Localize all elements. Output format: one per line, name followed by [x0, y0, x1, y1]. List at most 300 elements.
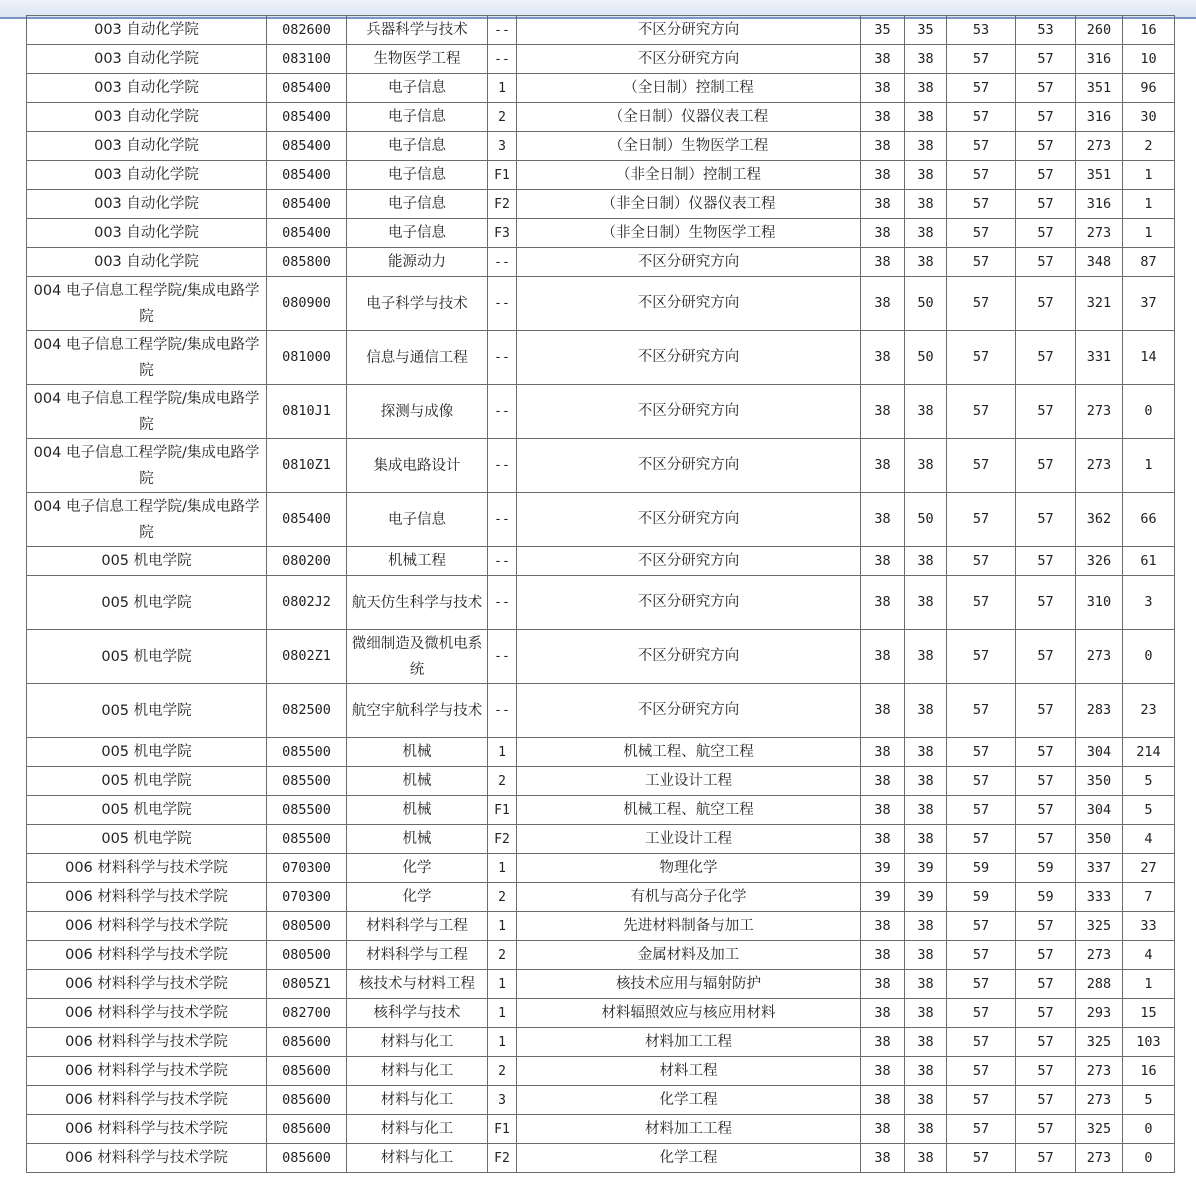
score-subject1-cell: 57	[947, 103, 1016, 132]
major-name-cell: 机械	[347, 738, 488, 767]
score-politics-cell: 38	[861, 385, 905, 439]
admit-count-cell: 33	[1123, 912, 1175, 941]
direction-name-cell: 不区分研究方向	[517, 493, 861, 547]
direction-name-cell: 材料加工工程	[517, 1115, 861, 1144]
score-language-cell: 38	[905, 630, 947, 684]
score-subject2-cell: 57	[1016, 970, 1076, 999]
major-code-cell: 083100	[267, 45, 347, 74]
score-subject2-cell: 57	[1016, 161, 1076, 190]
direction-code-cell: --	[488, 630, 517, 684]
score-subject1-cell: 57	[947, 132, 1016, 161]
school-cell: 005 机电学院	[27, 684, 267, 738]
score-language-cell: 38	[905, 74, 947, 103]
score-language-cell: 38	[905, 45, 947, 74]
score-politics-cell: 38	[861, 493, 905, 547]
score-language-cell: 38	[905, 576, 947, 630]
direction-name-cell: 不区分研究方向	[517, 331, 861, 385]
score-subject2-cell: 57	[1016, 1028, 1076, 1057]
table-row	[27, 854, 1175, 883]
major-name-cell: 电子信息	[347, 103, 488, 132]
major-name-cell: 集成电路设计	[347, 439, 488, 493]
admit-count-cell: 4	[1123, 825, 1175, 854]
major-name-cell: 电子科学与技术	[347, 277, 488, 331]
school-cell: 006 材料科学与技术学院	[27, 854, 267, 883]
direction-name-cell: （全日制）生物医学工程	[517, 132, 861, 161]
major-code-cell: 085600	[267, 1144, 347, 1173]
table-row	[27, 1144, 1175, 1173]
score-language-cell: 50	[905, 331, 947, 385]
table-row	[27, 132, 1175, 161]
score-language-cell: 38	[905, 825, 947, 854]
table-row	[27, 767, 1175, 796]
school-cell: 003 自动化学院	[27, 161, 267, 190]
direction-name-cell: （全日制）仪器仪表工程	[517, 103, 861, 132]
major-name-cell: 航空宇航科学与技术	[347, 684, 488, 738]
major-code-cell: 085600	[267, 1115, 347, 1144]
direction-code-cell: --	[488, 684, 517, 738]
score-subject2-cell: 57	[1016, 547, 1076, 576]
direction-code-cell: 1	[488, 999, 517, 1028]
score-politics-cell: 38	[861, 190, 905, 219]
major-name-cell: 核科学与技术	[347, 999, 488, 1028]
score-politics-cell: 38	[861, 439, 905, 493]
score-subject1-cell: 57	[947, 385, 1016, 439]
direction-name-cell: 先进材料制备与加工	[517, 912, 861, 941]
direction-code-cell: 3	[488, 1086, 517, 1115]
admit-count-cell: 1	[1123, 970, 1175, 999]
school-cell: 003 自动化学院	[27, 16, 267, 45]
score-subject2-cell: 57	[1016, 74, 1076, 103]
school-cell: 003 自动化学院	[27, 74, 267, 103]
major-code-cell: 081000	[267, 331, 347, 385]
school-cell: 005 机电学院	[27, 738, 267, 767]
total-score-cell: 351	[1076, 161, 1123, 190]
score-language-cell: 38	[905, 912, 947, 941]
major-name-cell: 电子信息	[347, 74, 488, 103]
score-subject2-cell: 57	[1016, 767, 1076, 796]
direction-name-cell: 机械工程、航空工程	[517, 796, 861, 825]
school-cell: 004 电子信息工程学院/集成电路学院	[27, 385, 267, 439]
major-name-cell: 电子信息	[347, 219, 488, 248]
school-cell: 005 机电学院	[27, 630, 267, 684]
table-row	[27, 16, 1175, 45]
admit-count-cell: 15	[1123, 999, 1175, 1028]
score-subject2-cell: 57	[1016, 1115, 1076, 1144]
score-politics-cell: 38	[861, 738, 905, 767]
score-politics-cell: 38	[861, 103, 905, 132]
major-name-cell: 能源动力	[347, 248, 488, 277]
score-subject2-cell: 57	[1016, 248, 1076, 277]
admit-count-cell: 5	[1123, 796, 1175, 825]
direction-name-cell: 材料加工工程	[517, 1028, 861, 1057]
school-cell: 004 电子信息工程学院/集成电路学院	[27, 331, 267, 385]
score-politics-cell: 38	[861, 45, 905, 74]
major-name-cell: 核技术与材料工程	[347, 970, 488, 999]
score-subject1-cell: 57	[947, 1115, 1016, 1144]
major-code-cell: 082500	[267, 684, 347, 738]
total-score-cell: 273	[1076, 439, 1123, 493]
score-language-cell: 38	[905, 547, 947, 576]
admit-count-cell: 10	[1123, 45, 1175, 74]
direction-name-cell: 工业设计工程	[517, 825, 861, 854]
table-row	[27, 999, 1175, 1028]
score-subject1-cell: 57	[947, 970, 1016, 999]
admit-count-cell: 37	[1123, 277, 1175, 331]
score-subject2-cell: 57	[1016, 277, 1076, 331]
school-cell: 004 电子信息工程学院/集成电路学院	[27, 439, 267, 493]
admit-count-cell: 23	[1123, 684, 1175, 738]
score-language-cell: 38	[905, 1057, 947, 1086]
score-subject1-cell: 57	[947, 493, 1016, 547]
direction-code-cell: --	[488, 547, 517, 576]
major-code-cell: 085500	[267, 825, 347, 854]
direction-name-cell: （非全日制）仪器仪表工程	[517, 190, 861, 219]
score-subject1-cell: 57	[947, 277, 1016, 331]
school-cell: 006 材料科学与技术学院	[27, 1115, 267, 1144]
score-subject2-cell: 57	[1016, 219, 1076, 248]
direction-code-cell: 2	[488, 103, 517, 132]
direction-name-cell: 不区分研究方向	[517, 385, 861, 439]
major-code-cell: 0802J2	[267, 576, 347, 630]
score-subject1-cell: 57	[947, 219, 1016, 248]
score-subject1-cell: 59	[947, 883, 1016, 912]
major-name-cell: 微细制造及微机电系统	[347, 630, 488, 684]
school-cell: 003 自动化学院	[27, 103, 267, 132]
major-code-cell: 085600	[267, 1086, 347, 1115]
direction-code-cell: F1	[488, 1115, 517, 1144]
score-language-cell: 39	[905, 854, 947, 883]
table-row	[27, 912, 1175, 941]
major-name-cell: 材料与化工	[347, 1115, 488, 1144]
school-cell: 005 机电学院	[27, 767, 267, 796]
score-language-cell: 38	[905, 684, 947, 738]
score-subject2-cell: 57	[1016, 941, 1076, 970]
direction-code-cell: 1	[488, 738, 517, 767]
direction-code-cell: --	[488, 493, 517, 547]
admit-count-cell: 3	[1123, 576, 1175, 630]
score-language-cell: 39	[905, 883, 947, 912]
major-code-cell: 082700	[267, 999, 347, 1028]
direction-code-cell: 3	[488, 132, 517, 161]
school-cell: 005 机电学院	[27, 547, 267, 576]
direction-code-cell: F2	[488, 1144, 517, 1173]
major-code-cell: 085400	[267, 219, 347, 248]
direction-code-cell: F2	[488, 825, 517, 854]
table-row	[27, 738, 1175, 767]
direction-name-cell: 化学工程	[517, 1086, 861, 1115]
direction-name-cell: 材料工程	[517, 1057, 861, 1086]
table-row	[27, 248, 1175, 277]
direction-name-cell: 物理化学	[517, 854, 861, 883]
score-language-cell: 38	[905, 738, 947, 767]
school-cell: 005 机电学院	[27, 576, 267, 630]
table-row	[27, 1057, 1175, 1086]
direction-code-cell: 1	[488, 74, 517, 103]
score-politics-cell: 38	[861, 941, 905, 970]
direction-code-cell: --	[488, 248, 517, 277]
total-score-cell: 273	[1076, 132, 1123, 161]
direction-name-cell: 不区分研究方向	[517, 45, 861, 74]
admit-count-cell: 5	[1123, 1086, 1175, 1115]
major-name-cell: 信息与通信工程	[347, 331, 488, 385]
major-code-cell: 085500	[267, 767, 347, 796]
direction-code-cell: 1	[488, 854, 517, 883]
score-subject2-cell: 57	[1016, 1086, 1076, 1115]
major-code-cell: 080900	[267, 277, 347, 331]
total-score-cell: 325	[1076, 1028, 1123, 1057]
direction-code-cell: --	[488, 576, 517, 630]
score-subject1-cell: 57	[947, 547, 1016, 576]
total-score-cell: 304	[1076, 738, 1123, 767]
score-language-cell: 38	[905, 999, 947, 1028]
admit-count-cell: 1	[1123, 219, 1175, 248]
direction-name-cell: （非全日制）生物医学工程	[517, 219, 861, 248]
school-cell: 003 自动化学院	[27, 132, 267, 161]
table-row	[27, 190, 1175, 219]
major-code-cell: 085600	[267, 1057, 347, 1086]
table-row	[27, 684, 1175, 738]
score-language-cell: 38	[905, 439, 947, 493]
score-subject1-cell: 57	[947, 630, 1016, 684]
major-name-cell: 材料科学与工程	[347, 912, 488, 941]
score-subject1-cell: 57	[947, 439, 1016, 493]
score-subject2-cell: 57	[1016, 45, 1076, 74]
direction-code-cell: F2	[488, 190, 517, 219]
score-subject2-cell: 57	[1016, 439, 1076, 493]
total-score-cell: 304	[1076, 796, 1123, 825]
direction-name-cell: 核技术应用与辐射防护	[517, 970, 861, 999]
score-politics-cell: 38	[861, 576, 905, 630]
table-row	[27, 1028, 1175, 1057]
major-code-cell: 0810J1	[267, 385, 347, 439]
school-cell: 006 材料科学与技术学院	[27, 1057, 267, 1086]
score-subject1-cell: 57	[947, 74, 1016, 103]
table-row	[27, 103, 1175, 132]
score-subject1-cell: 57	[947, 161, 1016, 190]
score-language-cell: 38	[905, 161, 947, 190]
table-row	[27, 576, 1175, 630]
direction-name-cell: 金属材料及加工	[517, 941, 861, 970]
score-subject2-cell: 57	[1016, 796, 1076, 825]
direction-code-cell: --	[488, 439, 517, 493]
direction-name-cell: 有机与高分子化学	[517, 883, 861, 912]
total-score-cell: 273	[1076, 1144, 1123, 1173]
major-code-cell: 085400	[267, 103, 347, 132]
total-score-cell: 273	[1076, 219, 1123, 248]
table-row	[27, 219, 1175, 248]
score-subject2-cell: 57	[1016, 912, 1076, 941]
table-row	[27, 883, 1175, 912]
major-code-cell: 080500	[267, 941, 347, 970]
direction-code-cell: 1	[488, 912, 517, 941]
direction-code-cell: 1	[488, 1028, 517, 1057]
major-name-cell: 机械	[347, 767, 488, 796]
score-politics-cell: 38	[861, 970, 905, 999]
major-code-cell: 085400	[267, 161, 347, 190]
major-code-cell: 0810Z1	[267, 439, 347, 493]
total-score-cell: 348	[1076, 248, 1123, 277]
admit-count-cell: 7	[1123, 883, 1175, 912]
total-score-cell: 260	[1076, 16, 1123, 45]
score-politics-cell: 38	[861, 547, 905, 576]
major-name-cell: 化学	[347, 854, 488, 883]
total-score-cell: 326	[1076, 547, 1123, 576]
school-cell: 005 机电学院	[27, 825, 267, 854]
direction-name-cell: 化学工程	[517, 1144, 861, 1173]
admit-count-cell: 61	[1123, 547, 1175, 576]
direction-code-cell: 2	[488, 941, 517, 970]
score-subject2-cell: 57	[1016, 493, 1076, 547]
score-language-cell: 38	[905, 219, 947, 248]
major-code-cell: 085500	[267, 738, 347, 767]
major-name-cell: 电子信息	[347, 493, 488, 547]
major-name-cell: 电子信息	[347, 190, 488, 219]
admit-count-cell: 0	[1123, 1115, 1175, 1144]
score-politics-cell: 35	[861, 16, 905, 45]
total-score-cell: 350	[1076, 825, 1123, 854]
score-subject1-cell: 57	[947, 941, 1016, 970]
total-score-cell: 350	[1076, 767, 1123, 796]
admit-count-cell: 27	[1123, 854, 1175, 883]
score-politics-cell: 38	[861, 767, 905, 796]
score-subject1-cell: 57	[947, 796, 1016, 825]
major-name-cell: 航天仿生科学与技术	[347, 576, 488, 630]
school-cell: 003 自动化学院	[27, 45, 267, 74]
major-name-cell: 电子信息	[347, 161, 488, 190]
admit-count-cell: 30	[1123, 103, 1175, 132]
major-name-cell: 机械	[347, 825, 488, 854]
total-score-cell: 321	[1076, 277, 1123, 331]
admit-count-cell: 103	[1123, 1028, 1175, 1057]
table-row	[27, 439, 1175, 493]
score-subject2-cell: 57	[1016, 132, 1076, 161]
score-language-cell: 38	[905, 103, 947, 132]
direction-code-cell: 2	[488, 767, 517, 796]
table-row	[27, 1086, 1175, 1115]
score-subject1-cell: 57	[947, 1028, 1016, 1057]
score-politics-cell: 38	[861, 630, 905, 684]
table-row	[27, 796, 1175, 825]
total-score-cell: 288	[1076, 970, 1123, 999]
score-politics-cell: 38	[861, 796, 905, 825]
score-subject2-cell: 59	[1016, 854, 1076, 883]
admit-count-cell: 5	[1123, 767, 1175, 796]
direction-name-cell: 不区分研究方向	[517, 16, 861, 45]
direction-name-cell: 不区分研究方向	[517, 684, 861, 738]
table-row	[27, 74, 1175, 103]
score-language-cell: 38	[905, 767, 947, 796]
table-row	[27, 161, 1175, 190]
school-cell: 006 材料科学与技术学院	[27, 1028, 267, 1057]
direction-code-cell: 2	[488, 1057, 517, 1086]
score-subject1-cell: 57	[947, 1057, 1016, 1086]
score-language-cell: 38	[905, 1028, 947, 1057]
total-score-cell: 316	[1076, 190, 1123, 219]
score-subject1-cell: 57	[947, 1144, 1016, 1173]
direction-name-cell: 材料辐照效应与核应用材料	[517, 999, 861, 1028]
school-cell: 006 材料科学与技术学院	[27, 970, 267, 999]
score-subject1-cell: 57	[947, 684, 1016, 738]
total-score-cell: 273	[1076, 1057, 1123, 1086]
score-language-cell: 38	[905, 132, 947, 161]
school-cell: 005 机电学院	[27, 796, 267, 825]
direction-code-cell: F3	[488, 219, 517, 248]
table-row	[27, 331, 1175, 385]
score-language-cell: 38	[905, 1115, 947, 1144]
major-code-cell: 070300	[267, 883, 347, 912]
direction-name-cell: 机械工程、航空工程	[517, 738, 861, 767]
total-score-cell: 362	[1076, 493, 1123, 547]
total-score-cell: 283	[1076, 684, 1123, 738]
major-code-cell: 085400	[267, 74, 347, 103]
table-row	[27, 493, 1175, 547]
major-name-cell: 材料科学与工程	[347, 941, 488, 970]
score-subject2-cell: 57	[1016, 1057, 1076, 1086]
school-cell: 006 材料科学与技术学院	[27, 941, 267, 970]
score-subject2-cell: 57	[1016, 684, 1076, 738]
table-row	[27, 825, 1175, 854]
score-subject1-cell: 57	[947, 45, 1016, 74]
score-subject1-cell: 57	[947, 825, 1016, 854]
school-cell: 004 电子信息工程学院/集成电路学院	[27, 493, 267, 547]
score-subject2-cell: 57	[1016, 190, 1076, 219]
major-name-cell: 材料与化工	[347, 1057, 488, 1086]
admit-count-cell: 16	[1123, 16, 1175, 45]
total-score-cell: 351	[1076, 74, 1123, 103]
school-cell: 004 电子信息工程学院/集成电路学院	[27, 277, 267, 331]
admit-count-cell: 16	[1123, 1057, 1175, 1086]
score-language-cell: 38	[905, 970, 947, 999]
direction-code-cell: 2	[488, 883, 517, 912]
score-politics-cell: 38	[861, 248, 905, 277]
admit-count-cell: 87	[1123, 248, 1175, 277]
admit-count-cell: 1	[1123, 439, 1175, 493]
direction-name-cell: 不区分研究方向	[517, 248, 861, 277]
major-name-cell: 探测与成像	[347, 385, 488, 439]
major-code-cell: 085400	[267, 493, 347, 547]
major-code-cell: 082600	[267, 16, 347, 45]
score-politics-cell: 38	[861, 684, 905, 738]
direction-name-cell: （全日制）控制工程	[517, 74, 861, 103]
major-code-cell: 085400	[267, 190, 347, 219]
score-subject2-cell: 57	[1016, 576, 1076, 630]
score-politics-cell: 38	[861, 74, 905, 103]
total-score-cell: 316	[1076, 45, 1123, 74]
score-subject2-cell: 59	[1016, 883, 1076, 912]
score-language-cell: 38	[905, 248, 947, 277]
admit-count-cell: 14	[1123, 331, 1175, 385]
score-subject2-cell: 57	[1016, 331, 1076, 385]
score-politics-cell: 39	[861, 883, 905, 912]
table-row	[27, 547, 1175, 576]
direction-code-cell: --	[488, 16, 517, 45]
table-row	[27, 45, 1175, 74]
score-language-cell: 38	[905, 190, 947, 219]
total-score-cell: 331	[1076, 331, 1123, 385]
table-row	[27, 277, 1175, 331]
major-code-cell: 080500	[267, 912, 347, 941]
major-code-cell: 085400	[267, 132, 347, 161]
admit-count-cell: 66	[1123, 493, 1175, 547]
score-politics-cell: 38	[861, 912, 905, 941]
admit-count-cell: 4	[1123, 941, 1175, 970]
score-subject2-cell: 57	[1016, 630, 1076, 684]
score-language-cell: 38	[905, 1144, 947, 1173]
major-name-cell: 生物医学工程	[347, 45, 488, 74]
major-code-cell: 0805Z1	[267, 970, 347, 999]
major-code-cell: 085800	[267, 248, 347, 277]
total-score-cell: 273	[1076, 941, 1123, 970]
